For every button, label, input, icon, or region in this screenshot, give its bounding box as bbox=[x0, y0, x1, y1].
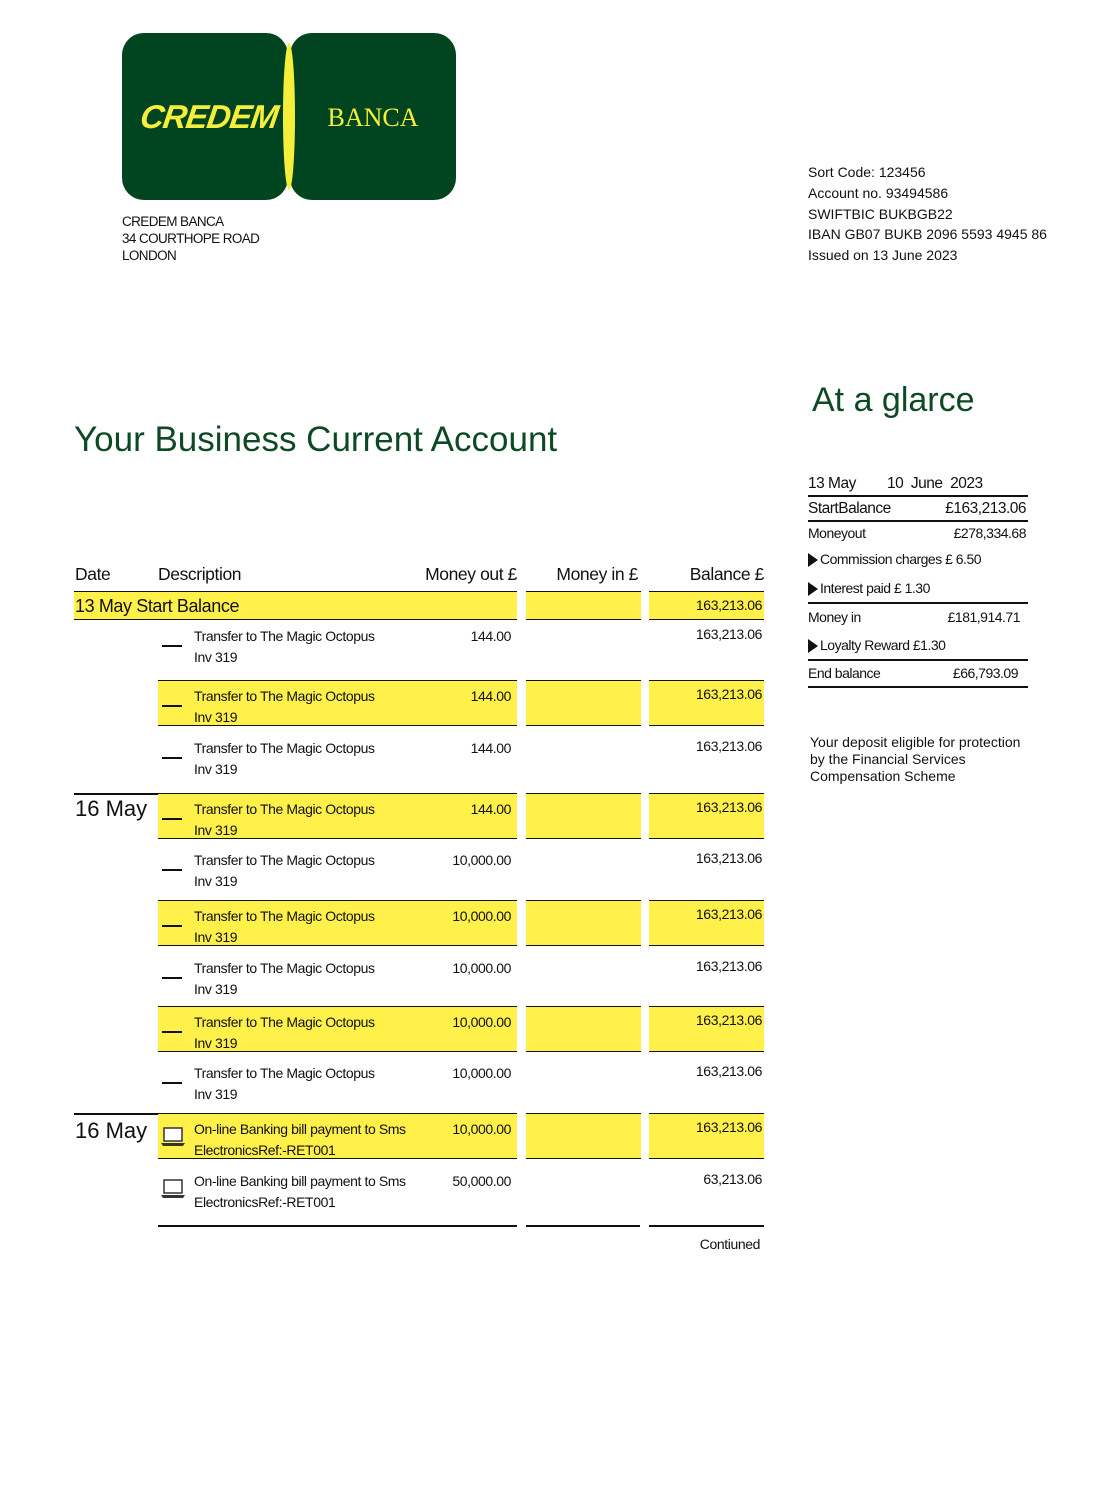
start-balance-value: 163,213.06 bbox=[695, 597, 762, 613]
description-line: On-line Banking bill payment to Sms bbox=[194, 1173, 406, 1189]
description-line: On-line Banking bill payment to Sms bbox=[194, 1121, 406, 1137]
header-money-out: Money out £ bbox=[425, 564, 517, 584]
logo-banca-text: BANCA bbox=[327, 103, 419, 132]
start-balance-label: StartBalance bbox=[808, 500, 891, 517]
money-out-value: 144.00 bbox=[470, 688, 511, 704]
transaction-row bbox=[158, 1113, 517, 1159]
continued-label: Contiuned bbox=[699, 1236, 760, 1252]
date-group-rule bbox=[74, 793, 158, 795]
glance-period bbox=[808, 472, 1028, 495]
reference-line: ElectronicsRef:-RET001 bbox=[194, 1142, 336, 1158]
page-title: Your Business Current Account bbox=[74, 420, 558, 459]
description-line: Transfer to The Magic Octopus bbox=[194, 852, 375, 868]
balance-cell bbox=[649, 1058, 764, 1104]
triangle-right-icon bbox=[808, 639, 818, 653]
dash-icon bbox=[162, 645, 182, 647]
money-in-cell bbox=[526, 1166, 641, 1212]
transaction-row bbox=[158, 1058, 517, 1104]
date-group-rule bbox=[74, 1113, 158, 1115]
balance-value: 163,213.06 bbox=[695, 850, 762, 866]
glance-title: At a glarce bbox=[812, 381, 975, 419]
money-out-value: 10,000.00 bbox=[452, 1014, 511, 1030]
logo-credem-text: CREDEM bbox=[137, 98, 281, 135]
money-in-cell bbox=[526, 1006, 641, 1052]
header-date: Date bbox=[75, 564, 111, 584]
balance-value: 163,213.06 bbox=[695, 958, 762, 974]
balance-cell bbox=[649, 1166, 764, 1212]
balance-value: 163,213.06 bbox=[695, 1119, 762, 1135]
laptop-icon bbox=[160, 1178, 186, 1200]
transaction-row bbox=[158, 845, 517, 891]
reference-line: Inv 319 bbox=[194, 709, 238, 725]
period-start: 13 May bbox=[808, 475, 856, 492]
balance-cell bbox=[649, 793, 764, 839]
money-in-cell bbox=[526, 900, 641, 946]
end-balance-label: End balance bbox=[808, 665, 881, 681]
transaction-row bbox=[158, 1006, 517, 1052]
end-balance-value: £66,793.09 bbox=[952, 665, 1018, 681]
money-out-value: 144.00 bbox=[470, 801, 511, 817]
sort-code: Sort Code: 123456 bbox=[808, 164, 926, 180]
description-line: Transfer to The Magic Octopus bbox=[194, 628, 375, 644]
start-balance-row bbox=[74, 591, 517, 620]
balance-cell bbox=[649, 621, 764, 667]
balance-cell bbox=[649, 1113, 764, 1159]
money-in-cell bbox=[526, 953, 641, 999]
glance-money-in bbox=[808, 602, 1028, 631]
reference-line: Inv 319 bbox=[194, 1086, 238, 1102]
start-balance-label: 13 May Start Balance bbox=[75, 596, 240, 616]
reference-line: Inv 319 bbox=[194, 822, 238, 838]
reference-line: Inv 319 bbox=[194, 873, 238, 889]
issue-date: Issued on 13 June 2023 bbox=[808, 247, 958, 264]
balance-cell bbox=[649, 900, 764, 946]
bank-logo bbox=[122, 33, 456, 200]
transaction-row bbox=[158, 733, 517, 779]
balance-cell bbox=[649, 680, 764, 726]
description-line: Transfer to The Magic Octopus bbox=[194, 1014, 375, 1030]
dash-icon bbox=[162, 869, 182, 871]
glance-start-balance bbox=[808, 495, 1028, 520]
balance-value: 63,213.06 bbox=[703, 1171, 762, 1187]
description-line: Transfer to The Magic Octopus bbox=[194, 908, 375, 924]
money-out-label: Moneyout bbox=[808, 525, 866, 541]
laptop-icon bbox=[160, 1126, 186, 1148]
money-in-cell bbox=[526, 793, 641, 839]
dash-icon bbox=[162, 818, 182, 820]
money-out-value: 10,000.00 bbox=[452, 960, 511, 976]
reference-line: Inv 319 bbox=[194, 1035, 238, 1051]
address-line: LONDON bbox=[122, 248, 177, 263]
money-in-cell bbox=[526, 733, 641, 779]
glance-end-balance bbox=[808, 659, 1028, 688]
description-line: Transfer to The Magic Octopus bbox=[194, 1065, 375, 1081]
transaction-row bbox=[158, 953, 517, 999]
date-label: 16 May bbox=[75, 1118, 148, 1143]
balance-cell bbox=[649, 733, 764, 779]
interest-label: Interest paid £ 1.30 bbox=[820, 580, 930, 596]
glance-money-out bbox=[808, 520, 1028, 545]
fscs-line: by the Financial Services bbox=[810, 751, 966, 767]
glance-interest bbox=[808, 574, 1028, 602]
bank-address bbox=[122, 213, 259, 264]
reference-line: Inv 319 bbox=[194, 981, 238, 997]
start-money-in-cell bbox=[526, 591, 641, 620]
money-out-value: 50,000.00 bbox=[452, 1173, 511, 1189]
triangle-right-icon bbox=[808, 582, 818, 596]
money-out-value: 10,000.00 bbox=[452, 908, 511, 924]
header-description: Description bbox=[158, 564, 242, 584]
period-end: 10 June 2023 bbox=[887, 475, 983, 492]
header-balance: Balance £ bbox=[689, 564, 764, 584]
balance-value: 163,213.06 bbox=[695, 799, 762, 815]
money-in-cell bbox=[526, 1113, 641, 1159]
fscs-line: Compensation Scheme bbox=[810, 768, 956, 784]
money-out-value: 10,000.00 bbox=[452, 852, 511, 868]
account-info bbox=[808, 162, 1047, 266]
balance-value: 163,213.06 bbox=[695, 738, 762, 754]
dash-icon bbox=[162, 705, 182, 707]
reference-line: ElectronicsRef:-RET001 bbox=[194, 1194, 336, 1210]
description-line: Transfer to The Magic Octopus bbox=[194, 688, 375, 704]
dash-icon bbox=[162, 1082, 182, 1084]
date-label: 16 May bbox=[75, 796, 148, 821]
account-number: Account no. 93494586 bbox=[808, 184, 949, 201]
balance-value: 163,213.06 bbox=[695, 906, 762, 922]
reference-line: Inv 319 bbox=[194, 929, 238, 945]
fscs-line: Your deposit eligible for protection bbox=[810, 734, 1021, 750]
glance-summary bbox=[808, 472, 1028, 688]
description-line: Transfer to The Magic Octopus bbox=[194, 801, 375, 817]
balance-value: 163,213.06 bbox=[695, 1063, 762, 1079]
money-out-value: £278,334.68 bbox=[953, 525, 1026, 541]
description-line: Transfer to The Magic Octopus bbox=[194, 960, 375, 976]
money-in-value: £181,914.71 bbox=[947, 609, 1020, 625]
reference-line: Inv 319 bbox=[194, 649, 238, 665]
loyalty-label: Loyalty Reward £1.30 bbox=[820, 637, 946, 653]
description-line: Transfer to The Magic Octopus bbox=[194, 740, 375, 756]
dash-icon bbox=[162, 925, 182, 927]
balance-value: 163,213.06 bbox=[695, 686, 762, 702]
transaction-row bbox=[158, 680, 517, 726]
glance-commission bbox=[808, 545, 1028, 574]
transaction-row bbox=[158, 621, 517, 667]
commission-label: Commission charges £ 6.50 bbox=[820, 551, 982, 567]
money-in-label: Money in bbox=[808, 609, 861, 625]
table-bottom-rule bbox=[158, 1225, 517, 1227]
transaction-row bbox=[158, 900, 517, 946]
transaction-row bbox=[158, 793, 517, 839]
money-out-value: 144.00 bbox=[470, 628, 511, 644]
money-out-value: 10,000.00 bbox=[452, 1121, 511, 1137]
table-bottom-rule bbox=[649, 1225, 764, 1227]
fscs-note bbox=[810, 734, 1020, 785]
balance-value: 163,213.06 bbox=[695, 626, 762, 642]
money-out-value: 144.00 bbox=[470, 740, 511, 756]
balance-cell bbox=[649, 1006, 764, 1052]
money-out-value: 10,000.00 bbox=[452, 1065, 511, 1081]
balance-value: 163,213.06 bbox=[695, 1012, 762, 1028]
table-bottom-rule bbox=[526, 1225, 640, 1227]
balance-cell bbox=[649, 953, 764, 999]
header-money-in: Money in £ bbox=[556, 564, 638, 584]
start-balance-value: £163,213.06 bbox=[945, 500, 1026, 517]
start-balance-cell bbox=[649, 591, 764, 620]
money-in-cell bbox=[526, 1058, 641, 1104]
reference-line: Inv 319 bbox=[194, 761, 238, 777]
money-in-cell bbox=[526, 680, 641, 726]
address-line: 34 COURTHOPE ROAD bbox=[122, 231, 260, 246]
glance-loyalty bbox=[808, 631, 1028, 659]
dash-icon bbox=[162, 1031, 182, 1033]
dash-icon bbox=[162, 977, 182, 979]
money-in-cell bbox=[526, 621, 641, 667]
transaction-row bbox=[158, 1166, 517, 1212]
money-in-cell bbox=[526, 845, 641, 891]
swift-bic: SWIFTBIC BUKBGB22 bbox=[808, 205, 953, 222]
iban: IBAN GB07 BUKB 2096 5593 4945 86 bbox=[808, 226, 1047, 243]
balance-cell bbox=[649, 845, 764, 891]
triangle-right-icon bbox=[808, 553, 818, 567]
address-line: CREDEM BANCA bbox=[122, 214, 224, 229]
dash-icon bbox=[162, 757, 182, 759]
